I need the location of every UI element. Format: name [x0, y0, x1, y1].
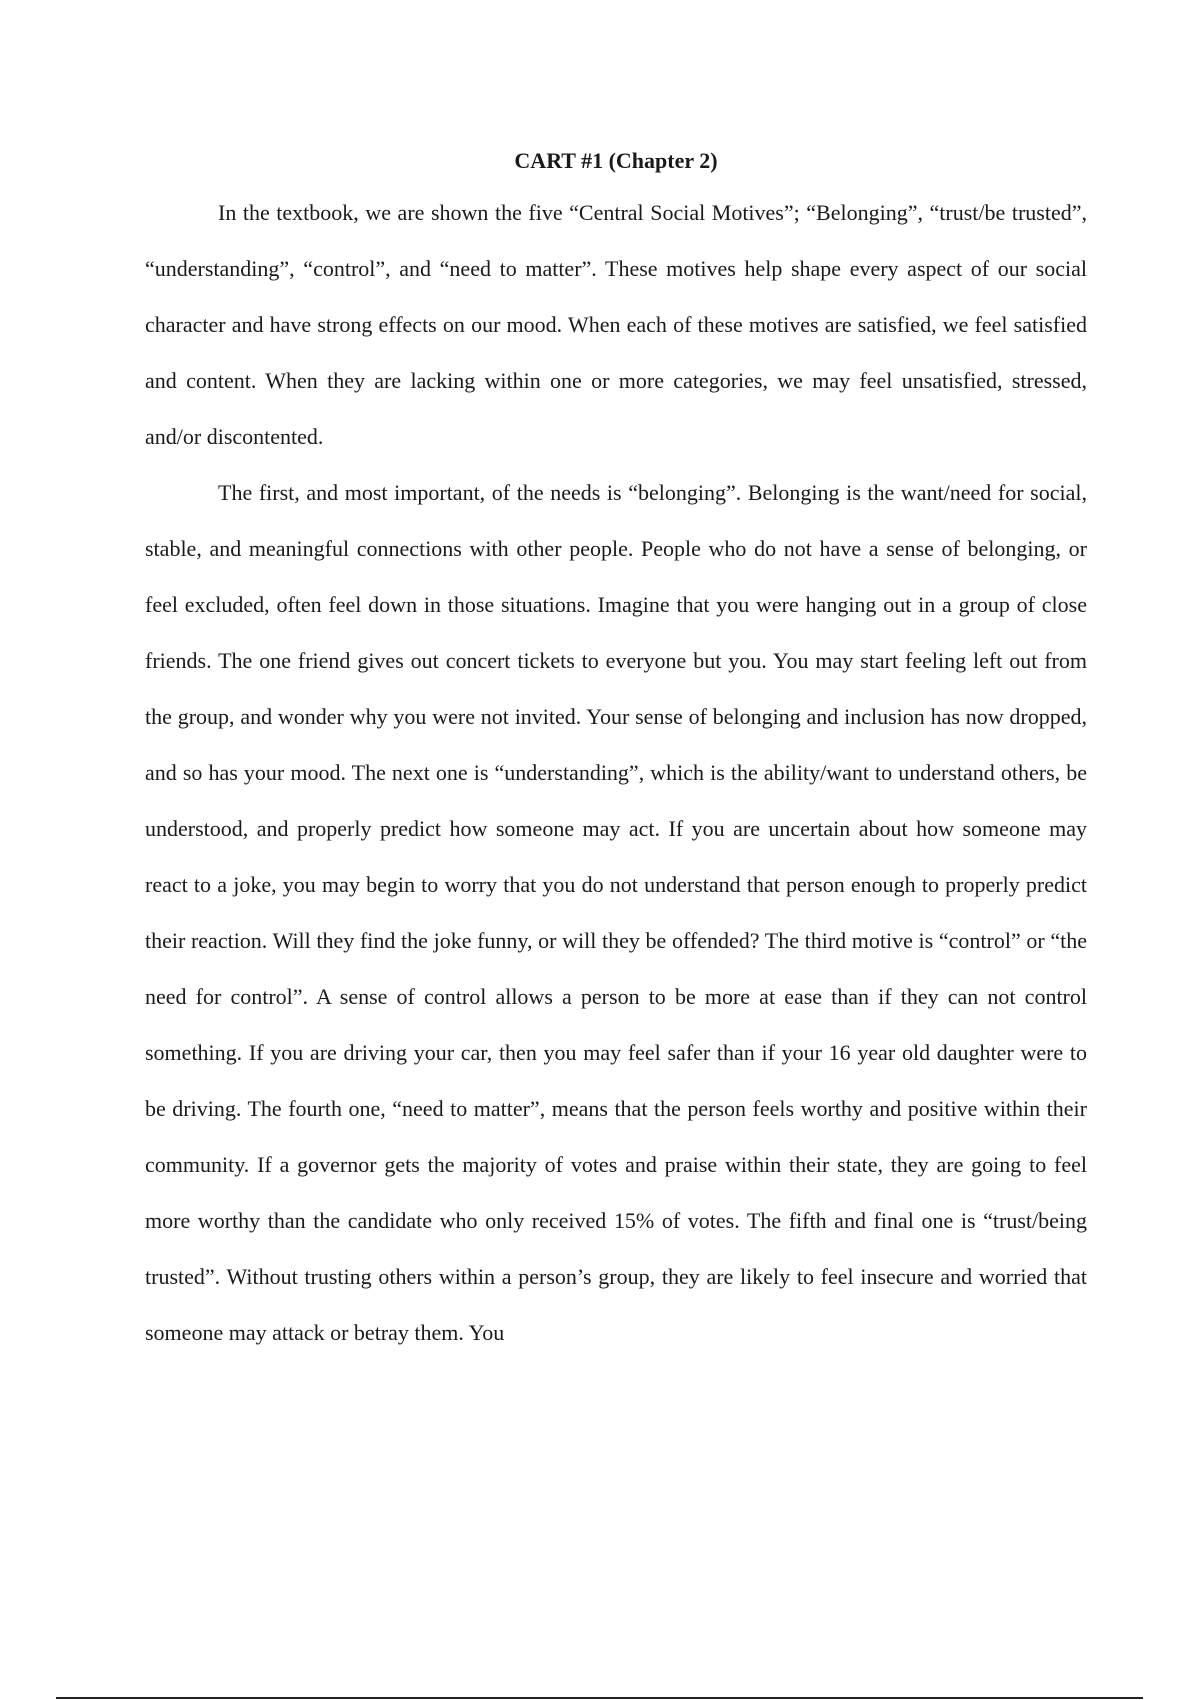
document-title: CART #1 (Chapter 2): [514, 148, 718, 173]
paragraph-motives: The first, and most important, of the needs is “belonging”. Belonging is the want/need for social, stable, and meaningful connections with other people. People who do not have a sense of belonging, or feel excluded, often feel down in those situations. Imagine that you were hanging out in a group of close friends. The one friend gives out concert tickets to everyone but you. You may start feeling left out from the group, and wonder why you were not invited. Your sense of belonging and inclusion has now dropped, and so has your mood. The next one is “understanding”, which is the ability/want to understand others, be understood, and properly predict how someone may act. If you are uncertain about how someone may react to a joke, you may begin to worry that you do not understand that person enough to properly predict their reaction. Will they find the joke funny, or will they be offended? The third motive is “control” or “the need for control”. A sense of control allows a person to be more at ease than if they can not control something. If you are driving your car, then you may feel safer than if your 16 year old daughter were to be driving. The fourth one, “need to matter”, means that the person feels worthy and positive within their community. If a governor gets the majority of votes and praise within their state, they are going to feel more worthy than the candidate who only received 15% of votes. The fifth and final one is “trust/being trusted”. Without trusting others within a person’s group, they are likely to feel insecure and worried that someone may attack or betray them. You: [145, 480, 1087, 1345]
paragraph-intro: In the textbook, we are shown the five “Central Social Motives”; “Belonging”, “trust/be trusted”, “understanding”, “control”, and “need to matter”. These motives help shape every aspect of our social character and have strong effects on our mood. When each of these motives are satisfied, we feel satisfied and content. When they are lacking within one or more categories, we may feel unsatisfied, stressed, and/or discontented.: [145, 200, 1087, 449]
footer-divider: [56, 1697, 1143, 1699]
document-page: [145, 140, 1087, 1361]
